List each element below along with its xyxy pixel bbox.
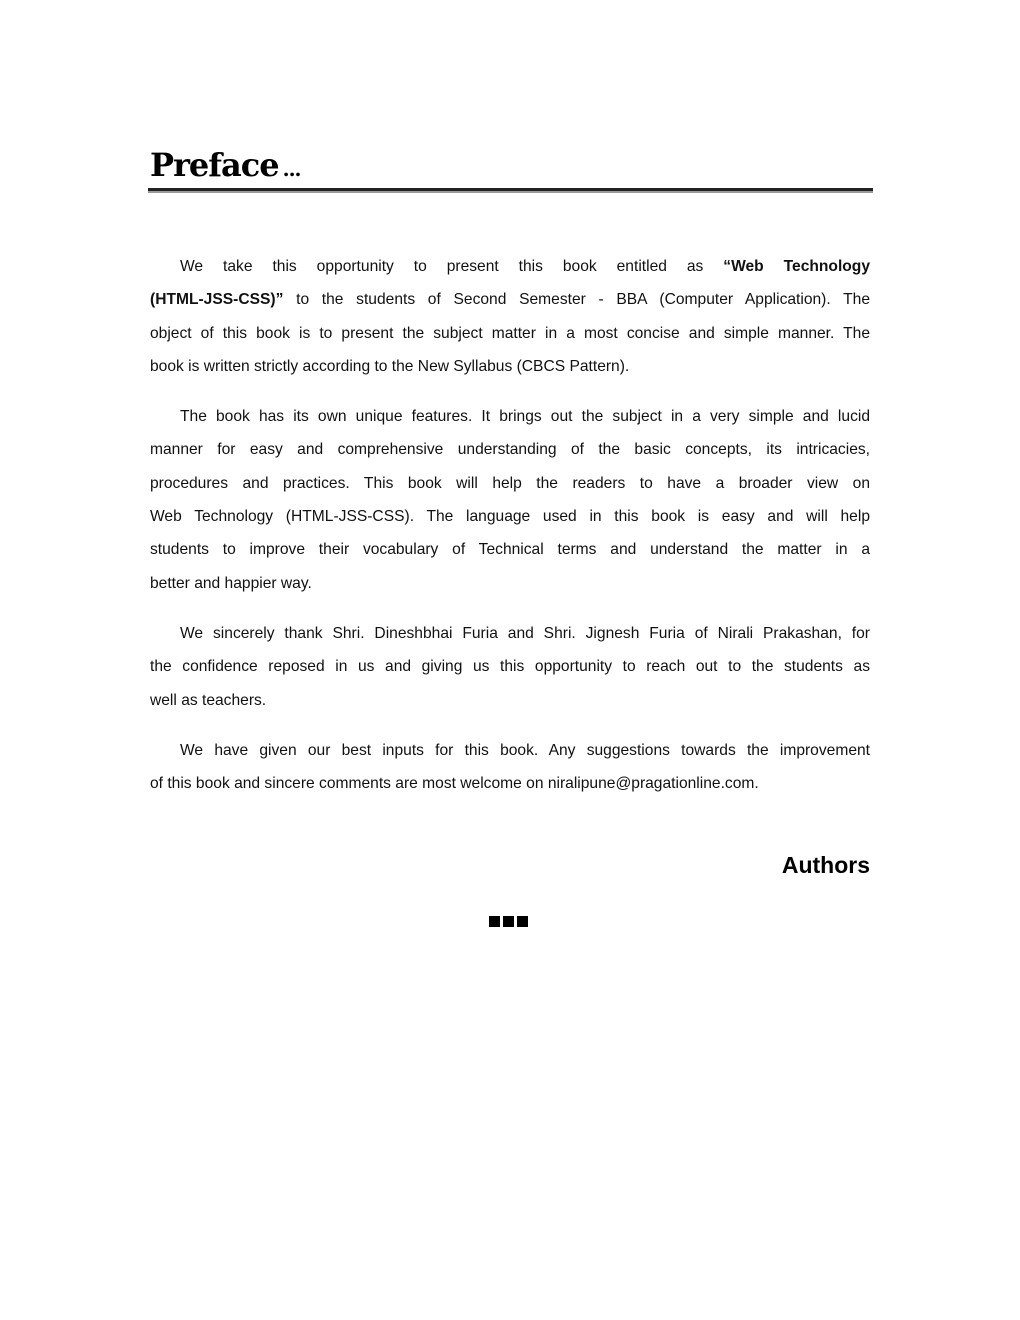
preface-body — [150, 250, 870, 817]
text-line: We sincerely thank Shri. Dineshbhai Furia and Shri. Jignesh Furia of Nirali Prakashan, for — [180, 624, 870, 642]
signature-authors: Authors — [781, 852, 870, 878]
paragraph-1 — [150, 250, 870, 383]
text-line: We have given our best inputs for this book. Any suggestions towards the improvement — [180, 741, 870, 759]
book-title: “Web Technology — [723, 258, 870, 275]
text-line: of this book and sincere comments are most welcome on niralipune@pragationline.com. — [150, 775, 759, 793]
end-marker-icon — [489, 916, 528, 927]
text-line: well as teachers. — [150, 691, 267, 709]
text-line: The book has its own unique features. It brings out the subject in a very simple and lucid — [180, 408, 870, 426]
title-underline — [148, 188, 873, 193]
square-icon — [517, 916, 528, 927]
text-line — [150, 250, 870, 283]
text-line: book is written strictly according to the New Syllabus (CBCS Pattern). — [150, 357, 630, 375]
text-line: students to improve their vocabulary of Technical terms and understand the matter in a — [150, 541, 870, 559]
text-line: better and happier way. — [150, 574, 312, 592]
paragraph-2 — [150, 400, 870, 600]
text-line: Web Technology (HTML-JSS-CSS). The language used in this book is easy and will help — [150, 508, 870, 526]
text-line: the confidence reposed in us and giving us this opportunity to reach out to the students as — [150, 658, 870, 676]
text-line: procedures and practices. This book will help the readers to have a broader view on — [150, 474, 870, 492]
text: We take this opportunity to present this book entitled as — [180, 258, 724, 275]
paragraph-4 — [150, 734, 870, 801]
text-line: object of this book is to present the subject matter in a most concise and simple manner. The — [150, 324, 870, 342]
paragraph-3 — [150, 617, 870, 717]
book-title: (HTML-JSS-CSS)” — [150, 291, 284, 309]
square-icon — [503, 916, 514, 927]
title-text: Preface — [150, 146, 279, 184]
square-icon — [489, 916, 500, 927]
text-line: manner for easy and comprehensive understanding of the basic concepts, its intricacies, — [150, 441, 870, 459]
title-ellipsis: ... — [282, 157, 301, 181]
text: to the students of Second Semester - BBA (Computer Application). The — [283, 291, 870, 309]
page-title — [150, 146, 301, 184]
text-line — [150, 283, 870, 316]
